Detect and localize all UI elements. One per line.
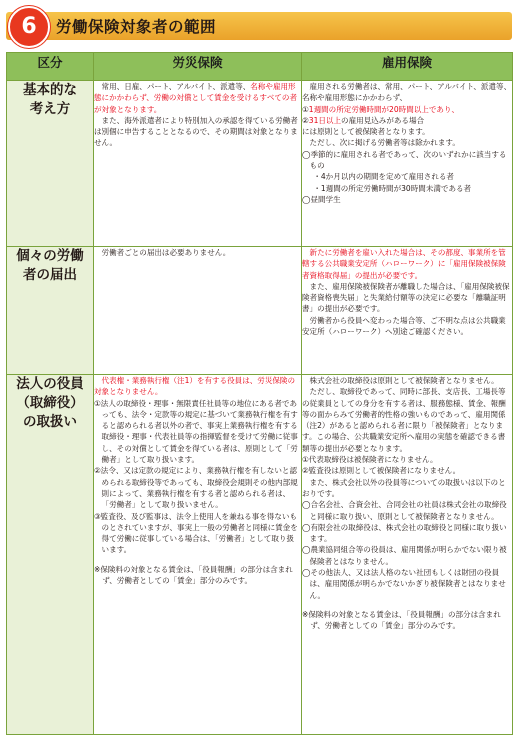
rosai-basic-cell <box>94 81 302 247</box>
row-label-filing-text: 個々の労働 者の届出 <box>16 248 84 283</box>
koyo-basic-cond2-red: 31日以上 <box>308 115 342 125</box>
koyo-filing-para1: 新たに労働者を雇い入れた場合は、その都度、事業所を管轄する公共職業安定所（ハローワーク）に「雇用保険被保険者資格取得届」の提出が必要です。 <box>302 248 506 280</box>
coverage-table <box>6 52 513 735</box>
koyo-basic-cond2-text: の雇用見込みがある場合 <box>341 115 425 125</box>
koyo-basic-cond2 <box>302 115 512 126</box>
column-header-koyo: 雇用保険 <box>302 53 513 81</box>
koyo-basic-exclusion1: ◯季節的に雇用される者であって、次のいずれかに該当するもの <box>302 149 507 171</box>
table-row-officers <box>7 375 513 735</box>
koyo-basic-para2: には原則として被保険者となります。 <box>302 127 430 137</box>
rosai-officers-para1: 代表権・業務執行権（注1）を有する役員は、労災保険の対象となりません。 <box>94 376 296 397</box>
rosai-officers-note: ※保険料の対象となる賃金は、「役員報酬」の部分は含まれず、労働者としての「賃金」部分のみです。 <box>94 564 293 586</box>
koyo-basic-cond1 <box>302 104 512 115</box>
table-header-row <box>7 53 513 81</box>
koyo-officers-para2: ただし、取締役であって、同時に部長、支店長、工場長等の従業員としての身分を有する者は、服務態様、賃金、報酬等の面からみて労働者的性格の強いものであって、雇用関係（注2）があると認められる者に限り「被保険者」となります。この場合、公共職業安定所へ雇用の実態を確認できる書類等の提出が必要となります。 <box>302 387 506 453</box>
koyo-officers-case1: ◯合名会社、合資会社、合同会社の社員は株式会社の取締役と同様に取り扱い、原則として被保険者となりません。 <box>302 500 507 521</box>
rosai-basic-para1 <box>94 81 301 115</box>
koyo-filing-para2: また、雇用保険被保険者が離職した場合は、「雇用保険被保険者資格喪失届」と失業給付額等の決定に必要な「離職証明書」の提出が必要です。 <box>302 281 510 314</box>
rosai-filing-cell <box>94 247 302 375</box>
rosai-filing-para1: 労働者ごとの届出は必要ありません。 <box>101 248 231 257</box>
rosai-officers-item1: ①法人の取締役・理事・無限責任社員等の地位にある者であっても、法令・定款等の規定に基づいて業務執行権を有すると認められる者以外の者で、事実上業務執行権を有する取締役・理事・代表社員等の指揮監督を受けて労働に従事し、その対償として賃金を得ている者は、原則として「労働者」として取り扱います。 <box>94 398 298 465</box>
row-label-basic <box>7 81 94 247</box>
section-title: 労働保険対象者の範囲 <box>56 18 217 36</box>
column-header-rosai: 労災保険 <box>94 53 302 81</box>
koyo-basic-para1: 雇用される労働者は、常用、パート、アルバイト、派遣等、名称や雇用形態にかかわらず、 <box>302 82 512 103</box>
koyo-filing-cell <box>302 247 513 375</box>
rosai-officers-cell <box>94 375 302 735</box>
row-label-officers <box>7 375 94 735</box>
koyo-officers-item1: ①代表取締役は被保険者になりません。 <box>302 455 438 465</box>
koyo-officers-case3: ◯農業協同組合等の役員は、雇用関係が明らかでない限り被保険者とはなりません。 <box>302 545 507 566</box>
table-row-basic <box>7 81 513 247</box>
rosai-basic-para2: また、海外派遣者により特別加入の承認を得ている労働者は別個に申告することとなるので、その期間は対象となりません。 <box>94 115 298 148</box>
rosai-basic-red-text: 名称や雇用形態にかかわらず、労働の対償として賃金を受けるすべての者が対象となります。 <box>94 82 298 114</box>
koyo-basic-para3: ただし、次に掲げる労働者等は除かれます。 <box>309 138 460 148</box>
rosai-officers-item2: ②法令、又は定款の規定により、業務執行権を有しないと認められる取締役等であっても、取締役会規則その他内部規則によって、業務執行権を有する者と認められる者は、「労働者」として取り扱いません。 <box>94 466 298 510</box>
koyo-officers-note: ※保険料の対象となる賃金は、「役員報酬」の部分は含まれず、労働者としての「賃金」部分のみです。 <box>302 609 501 631</box>
koyo-basic-exclusion2: ◯昼間学生 <box>302 194 341 204</box>
section-number-badge: 6 <box>8 6 50 48</box>
koyo-officers-para3: また、株式会社以外の役員等についての取扱いは以下のとおりです。 <box>302 477 506 498</box>
koyo-basic-exclusion1a: ・4か月以内の期間を定めて雇用される者 <box>313 172 454 182</box>
koyo-officers-case4: ◯その他法人、又は法人格のない社団もしくは財団の役員は、雇用関係が明らかでないかぎり被保険者とはなりません。 <box>302 568 506 600</box>
koyo-basic-exclusion1b: ・1週間の所定労働時間が30時間未満である者 <box>313 183 472 193</box>
koyo-basic-cond2-mark: ② <box>302 115 309 125</box>
koyo-basic-cell <box>302 81 513 247</box>
row-label-officers-text: 法人の役員 （取締役） の取扱い <box>16 376 84 430</box>
rosai-basic-text1: 常用、日雇、パート、アルバイト、派遣等、 <box>101 82 251 91</box>
koyo-filing-para3: 労働者から役員へ変わった場合等、ご不明な点は公共職業安定所（ハローワーク）へ別途ご確認ください。 <box>302 315 506 337</box>
koyo-officers-case2: ◯有限会社の取締役は、株式会社の取締役と同様に取り扱います。 <box>302 522 507 544</box>
section-header <box>0 0 518 48</box>
koyo-basic-cond1-mark: ① <box>302 104 309 114</box>
table-row-filing <box>7 247 513 375</box>
row-label-basic-text: 基本的な 考え方 <box>23 82 77 117</box>
koyo-basic-cond1-text: 1週間の所定労働時間が20時間以上であり、 <box>308 104 460 114</box>
koyo-officers-item2: ②監査役は原則として被保険者になりません。 <box>302 466 461 476</box>
koyo-officers-cell <box>302 375 513 735</box>
rosai-officers-item3: ③監査役、及び監事は、法令上使用人を兼ねる事を得ないものとされていますが、事実上一般の労働者と同様に賃金を得て労働に従事している場合は、「労働者」として取り扱います。 <box>94 511 298 555</box>
row-label-filing <box>7 247 94 375</box>
koyo-officers-para1: 株式会社の取締役は原則として被保険者となりません。 <box>309 376 499 385</box>
column-header-category: 区分 <box>7 53 94 81</box>
